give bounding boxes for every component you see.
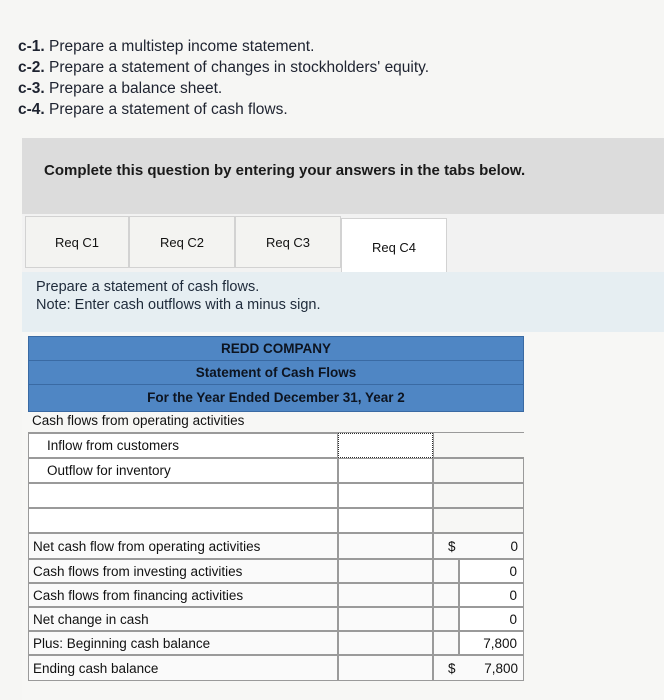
summary-blank <box>338 607 433 631</box>
requirements-list <box>18 36 429 120</box>
instructions-banner <box>22 138 664 214</box>
statement-title: Statement of Cash Flows <box>28 360 524 385</box>
blank-total-cell <box>433 483 524 508</box>
dollar-cell <box>433 607 459 631</box>
summary-label: Net change in cash <box>28 607 338 631</box>
summary-blank <box>338 559 433 583</box>
investing-value[interactable]: 0 <box>459 559 524 583</box>
tab-strip <box>22 214 664 272</box>
blank-amount-input[interactable] <box>338 483 433 508</box>
summary-row <box>28 533 524 559</box>
net-change-value[interactable]: 0 <box>459 607 524 631</box>
blank-label-input[interactable] <box>28 483 338 508</box>
beginning-cash-value[interactable]: 7,800 <box>459 631 524 655</box>
summary-blank <box>338 631 433 655</box>
summary-label: Plus: Beginning cash balance <box>28 631 338 655</box>
requirement-c4: c-4. Prepare a statement of cash flows. <box>18 101 288 118</box>
dollar-cell <box>433 583 459 607</box>
dollar-cell <box>433 631 459 655</box>
outflow-total-cell <box>433 458 524 483</box>
blank-row <box>28 508 524 533</box>
summary-blank <box>338 583 433 607</box>
blank-label-input[interactable] <box>28 508 338 533</box>
instruction-note: Note: Enter cash outflows with a minus sign. <box>36 297 321 313</box>
blank-total-cell <box>433 508 524 533</box>
summary-label: Ending cash balance <box>28 655 338 681</box>
inflow-row <box>28 433 524 458</box>
summary-row <box>28 631 524 655</box>
summary-label: Cash flows from investing activities <box>28 559 338 583</box>
statement-period: For the Year Ended December 31, Year 2 <box>28 384 524 412</box>
blank-amount-input[interactable] <box>338 508 433 533</box>
summary-blank <box>338 655 433 681</box>
dollar-cell <box>433 559 459 583</box>
requirement-c2: c-2. Prepare a statement of changes in stockholders' equity. <box>18 59 430 76</box>
tab-req-c3[interactable]: Req C3 <box>235 216 341 268</box>
outflow-amount-input[interactable] <box>338 458 433 483</box>
operating-header: Cash flows from operating activities <box>28 408 524 433</box>
summary-label: Net cash flow from operating activities <box>28 533 338 559</box>
net-operating-value: 0 <box>510 538 518 554</box>
summary-row <box>28 559 524 583</box>
requirement-c1: c-1. Prepare a multistep income statement. <box>18 38 315 55</box>
inflow-amount-input[interactable] <box>338 433 433 458</box>
ending-cash-value: 7,800 <box>484 660 518 676</box>
summary-label: Cash flows from financing activities <box>28 583 338 607</box>
tab-req-c1[interactable]: Req C1 <box>25 216 129 268</box>
summary-row <box>28 607 524 631</box>
tab-req-c4[interactable]: Req C4 <box>341 218 447 276</box>
summary-blank <box>338 533 433 559</box>
outflow-row <box>28 458 524 483</box>
summary-row <box>28 583 524 607</box>
blank-row <box>28 483 524 508</box>
summary-row <box>28 655 524 681</box>
dollar-sign: $ <box>433 655 524 681</box>
requirement-c3: c-3. Prepare a balance sheet. <box>18 80 223 97</box>
tab-req-c2[interactable]: Req C2 <box>129 216 235 268</box>
banner-text: Complete this question by entering your answers in the tabs below. <box>44 162 526 179</box>
outflow-label[interactable]: Outflow for inventory <box>28 458 338 483</box>
company-name: REDD COMPANY <box>28 336 524 361</box>
instructions-panel <box>22 272 664 332</box>
inflow-total-cell <box>433 433 524 458</box>
operating-header-row <box>28 408 524 433</box>
dollar-sign: $ <box>433 533 524 559</box>
inflow-label[interactable]: Inflow from customers <box>28 433 338 458</box>
financing-value[interactable]: 0 <box>459 583 524 607</box>
instruction-line-1: Prepare a statement of cash flows. <box>36 279 260 295</box>
